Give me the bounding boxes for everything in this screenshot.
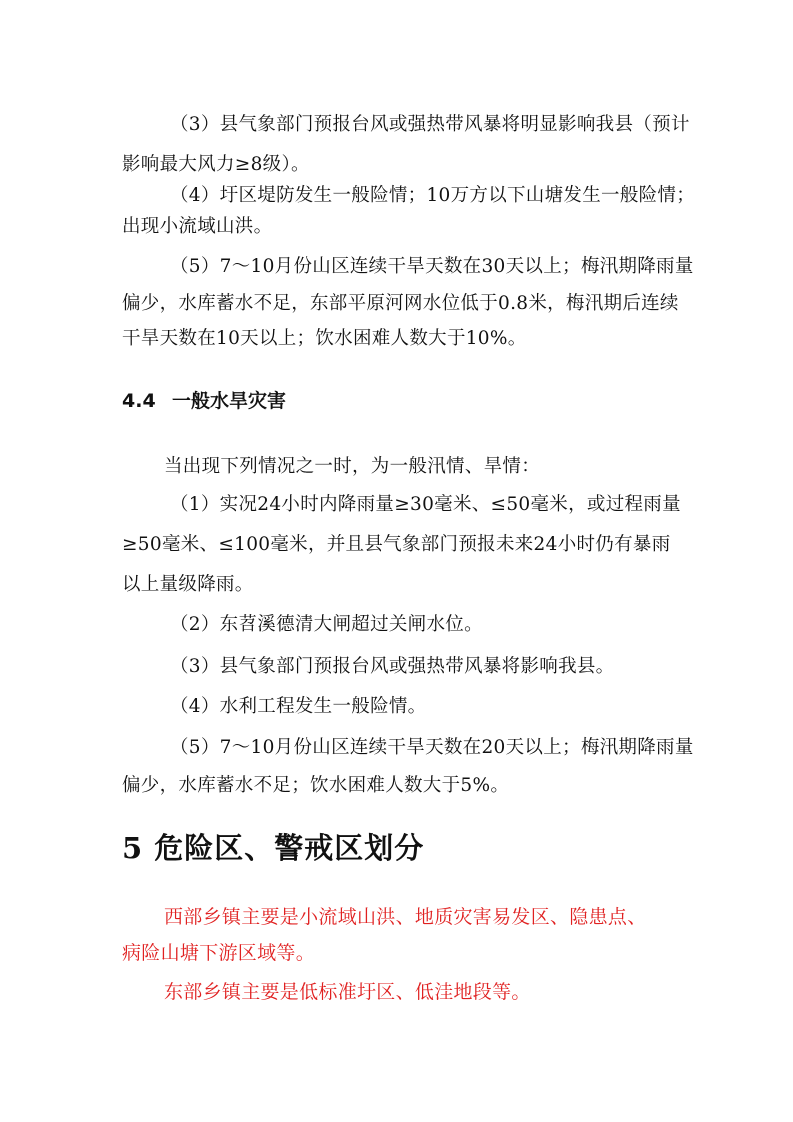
item5-line3: 干旱天数在10天以上；饮水困难人数大于10%。 bbox=[122, 328, 527, 349]
item1-line1: （1）实况24小时内降雨量≥30毫米、≤50毫米，或过程雨量 bbox=[170, 494, 681, 515]
section-heading-4-4 bbox=[122, 386, 286, 413]
west-line1: 西部乡镇主要是小流域山洪、地质灾害易发区、隐患点、 bbox=[164, 906, 647, 928]
item4-line2: 出现小流域山洪。 bbox=[122, 216, 273, 237]
item3-line1: （3）县气象部门预报台风或强热带风暴将明显影响我县（预计 bbox=[170, 114, 690, 135]
item5-line2: 偏少，水库蓄水不足；饮水困难人数大于5%。 bbox=[122, 775, 510, 796]
section-number: 4.4 bbox=[122, 390, 156, 412]
item4: （4）水利工程发生一般险情。 bbox=[170, 696, 427, 717]
item3: （3）县气象部门预报台风或强热带风暴将影响我县。 bbox=[170, 656, 615, 677]
item4-line1: （4）圩区堤防发生一般险情；10万方以下山塘发生一般险情； bbox=[170, 185, 696, 206]
west-line2: 病险山塘下游区域等。 bbox=[122, 942, 316, 964]
section-intro: 当出现下列情况之一时，为一般汛情、旱情： bbox=[164, 456, 541, 477]
item2: （2）东苕溪德清大闸超过关闸水位。 bbox=[170, 614, 483, 635]
item1-line2: ≥50毫米、≤100毫米，并且县气象部门预报未来24小时仍有暴雨 bbox=[122, 534, 671, 555]
item5-line2: 偏少，水库蓄水不足，东部平原河网水位低于0.8米，梅汛期后连续 bbox=[122, 293, 679, 314]
item3-line2: 影响最大风力≥8级）。 bbox=[122, 154, 310, 175]
section-title: 一般水旱灾害 bbox=[172, 390, 287, 412]
east-line: 东部乡镇主要是低标准圩区、低洼地段等。 bbox=[164, 981, 531, 1003]
item5-line1: （5）7～10月份山区连续干旱天数在20天以上；梅汛期降雨量 bbox=[170, 737, 694, 758]
section-5-title: 5 危险区、警戒区划分 bbox=[122, 831, 425, 865]
item1-line3: 以上量级降雨。 bbox=[122, 574, 254, 595]
item5-line1: （5）7～10月份山区连续干旱天数在30天以上；梅汛期降雨量 bbox=[170, 256, 694, 277]
